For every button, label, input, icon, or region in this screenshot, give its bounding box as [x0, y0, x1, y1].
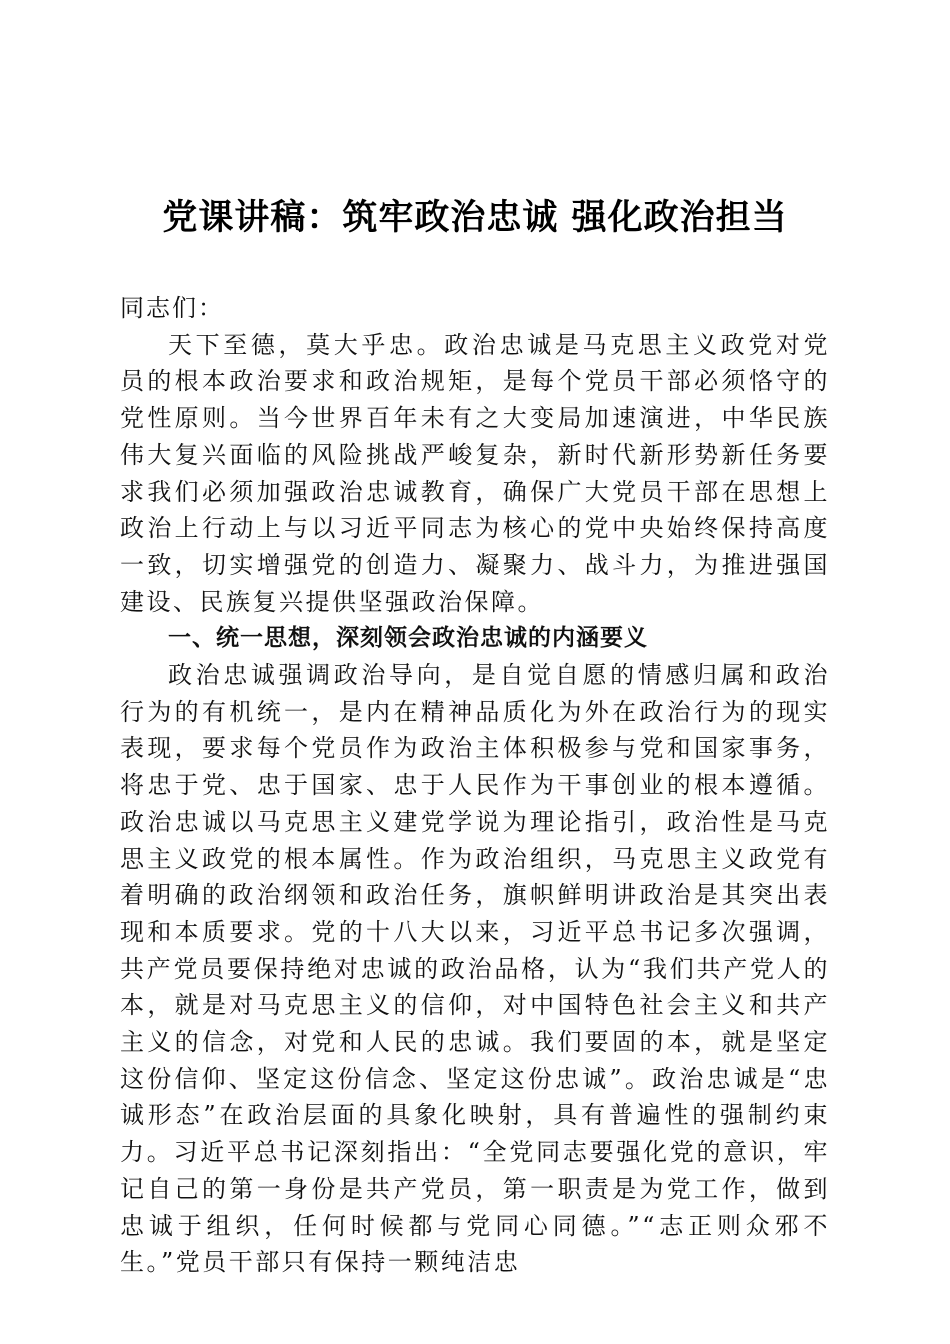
- salutation: 同志们：: [120, 294, 224, 322]
- intro-paragraph: 天下至德，莫大乎忠。政治忠诚是马克思主义政党对党员的根本政治要求和政治规矩，是每个党员干部必须恪守的党性原则。当今世界百年未有之大变局加速演进，中华民族伟大复兴面临的风险挑战严峻复杂，新时代新形势新任务要求我们必须加强政治忠诚教育，确保广大党员干部在思想上政治上行动上与以习近平同志为核心的党中央始终保持高度一致，切实增强党的创造力、凝聚力、战斗力，为推进强国建设、民族复兴提供坚强政治保障。: [120, 330, 830, 616]
- document-body: [120, 290, 830, 1281]
- document-title: 党课讲稿：筑牢政治忠诚 强化政治担当: [162, 197, 788, 238]
- section-heading: 一、统一思想，深刻领会政治忠诚的内涵要义: [168, 625, 648, 652]
- section-paragraph: 政治忠诚强调政治导向，是自觉自愿的情感归属和政治行为的有机统一，是内在精神品质化为外在政治行为的现实表现，要求每个党员作为政治主体积极参与党和国家事务，将忠于党、忠于国家、忠于人民作为干事创业的根本遵循。政治忠诚以马克思主义建党学说为理论指引，政治性是马克思主义政党的根本属性。作为政治组织，马克思主义政党有着明确的政治纲领和政治任务，旗帜鲜明讲政治是其突出表现和本质要求。党的十八大以来，习近平总书记多次强调，共产党员要保持绝对忠诚的政治品格，认为“我们共产党人的本，就是对马克思主义的信仰，对中国特色社会主义和共产主义的信念，对党和人民的忠诚。我们要固的本，就是坚定这份信仰、坚定这份信念、坚定这份忠诚”。政治忠诚是“忠诚形态”在政治层面的具象化映射，具有普遍性的强制约束力。习近平总书记深刻指出：“全党同志要强化党的意识，牢记自己的第一身份是共产党员，第一职责是为党工作，做到忠诚于组织，任何时候都与党同心同德。”“志正则众邪不生。”党员干部只有保持一颗纯洁忠: [120, 661, 830, 1277]
